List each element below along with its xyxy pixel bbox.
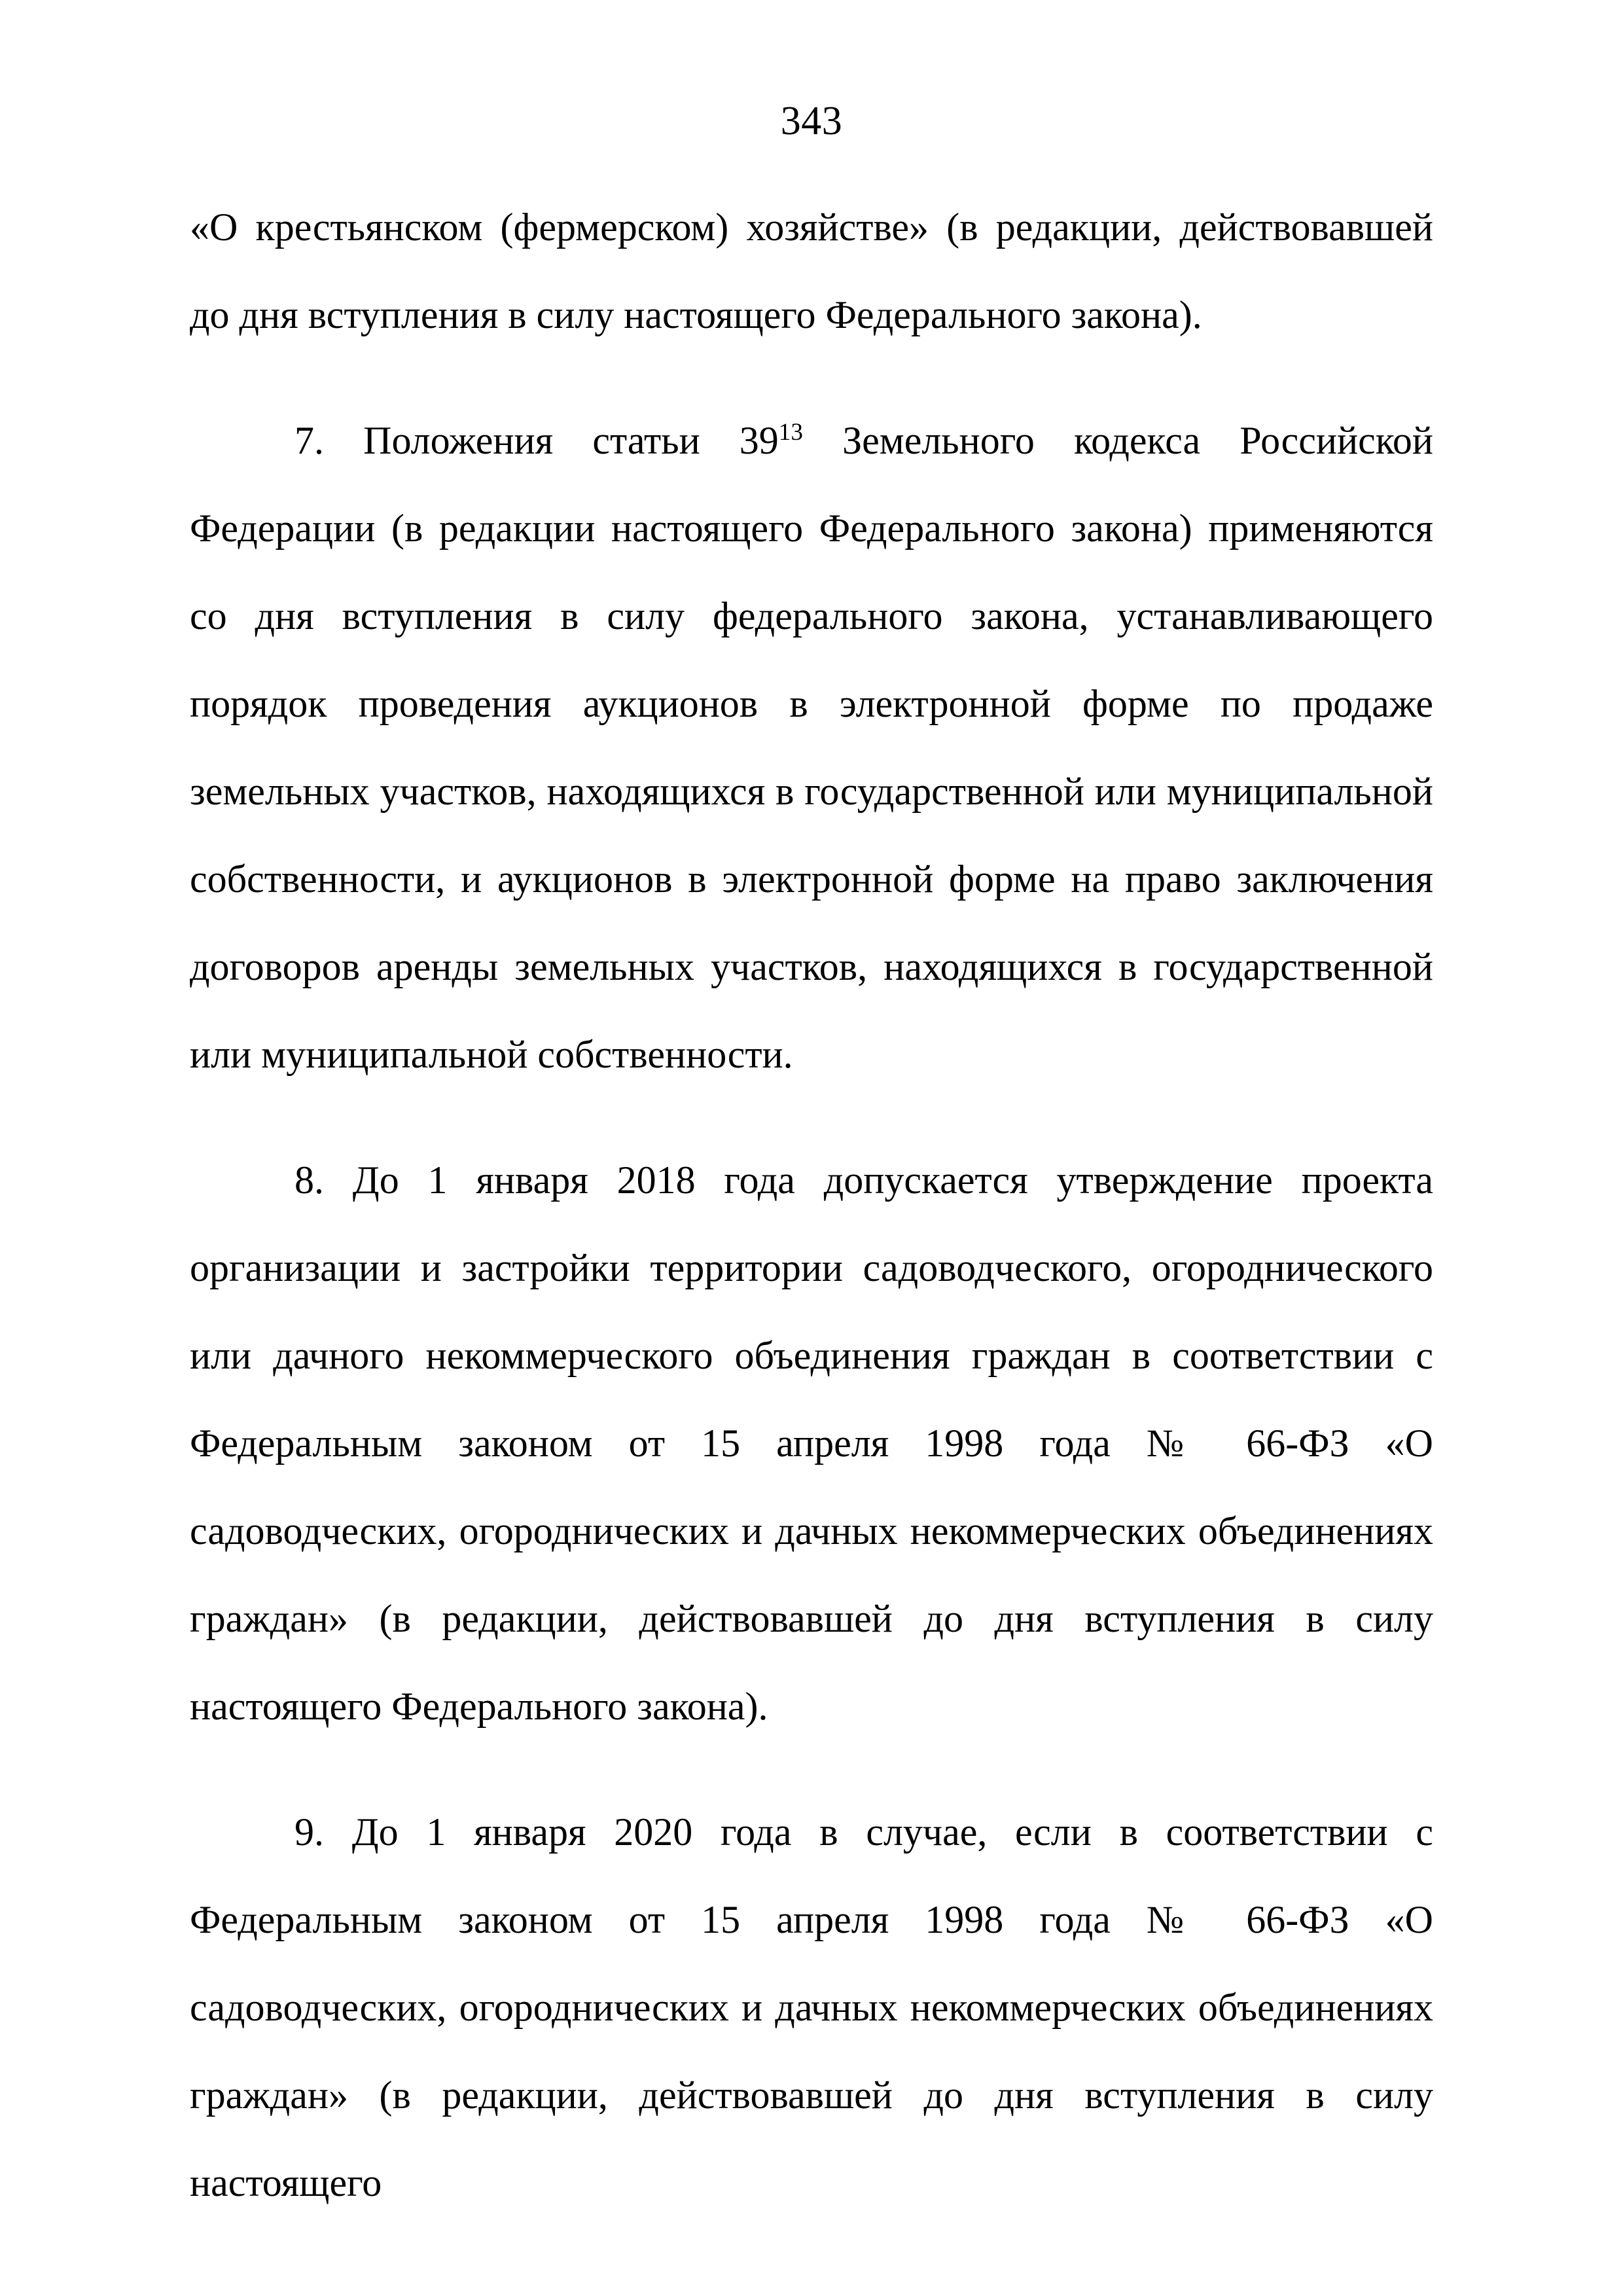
paragraph-spacer: [190, 359, 1433, 397]
paragraph-7: [190, 397, 1433, 1098]
document-body: [190, 183, 1433, 2227]
paragraph-spacer: [190, 1098, 1433, 1136]
paragraph-continued: «О крестьянском (фермерском) хозяйстве» (в редакции, действовавшей до дня вступления в силу настоящего Федерального закона).: [190, 206, 1433, 336]
paragraph-8: 8. До 1 января 2018 года допускается утверждение проекта организации и застройки территории садоводческого, огороднического или дачного некоммерческого объединения граждан в соответствии с Федеральным законом от 15 апреля 1998 года № 66-ФЗ «О садоводческих, огороднических и дачных некоммерческих объединениях граждан» (в редакции, действовавшей до дня вступления в силу настоящего Федерального закона).: [190, 1158, 1433, 1728]
paragraph-7-text-before-superscript: 7. Положения статьи 39: [294, 419, 779, 462]
paragraph-7-text-after-superscript: Земельного кодекса Российской Федерации (в редакции настоящего Федерального закона) применяются со дня вступления в силу федерального закона, устанавливающего порядок проведения аукционов в электронной форме по продаже земельных участков, находящихся в государственной или муниципальной собственности, и аукционов в электронной форме на право заключения договоров аренды земельных участков, находящихся в государственной или муниципальной собственности.: [190, 419, 1433, 1076]
article-superscript-number: 13: [778, 419, 803, 446]
paragraph-spacer: [190, 1750, 1433, 1788]
page-number: 343: [780, 99, 843, 143]
paragraph-9: 9. До 1 января 2020 года в случае, если в соответствии с Федеральным законом от 15 апреля 1998 года № 66-ФЗ «О садоводческих, огороднических и дачных некоммерческих объединениях граждан» (в редакции, действовавшей до дня вступления в силу настоящего: [190, 1810, 1433, 2204]
